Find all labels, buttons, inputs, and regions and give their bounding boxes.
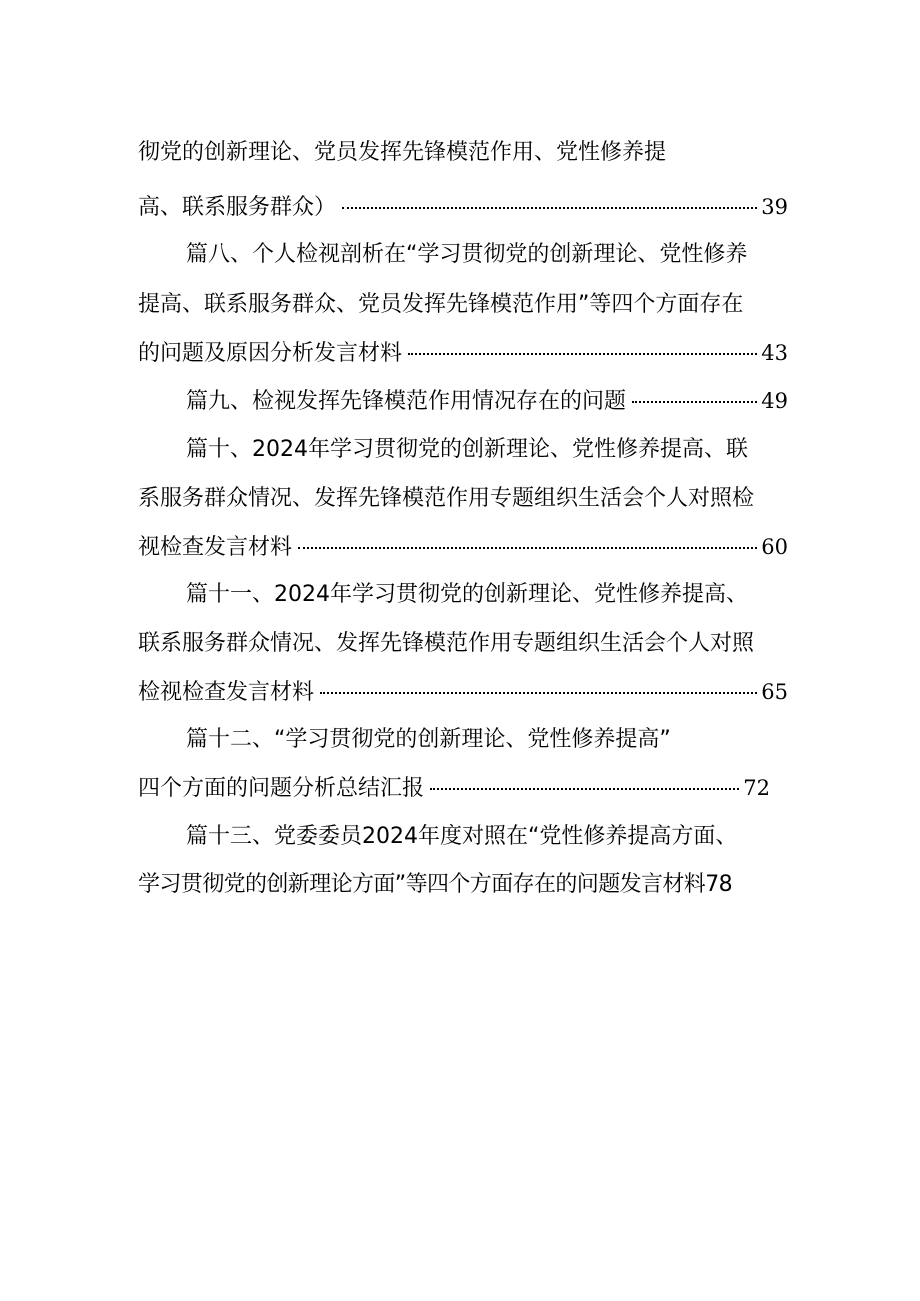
- toc-entry8-line1[interactable]: 篇八、个人检视剖析在“学习贯彻党的创新理论、党性修养: [186, 242, 748, 267]
- toc-entry7-page-number: 39: [761, 195, 788, 219]
- toc-entry8-title-end: 的问题及原因分析发言材料: [138, 341, 403, 366]
- toc-entry8-line2: 提高、联系服务群众、党员发挥先锋模范作用”等四个方面存在: [138, 292, 744, 317]
- toc-entry11-title-end: 检视检查发言材料: [138, 680, 315, 705]
- toc-entry9-page-number: 49: [761, 389, 788, 413]
- dot-leader: [342, 205, 757, 209]
- toc-entry11-line2: 联系服务群众情况、发挥先锋模范作用专题组织生活会个人对照: [138, 631, 755, 656]
- dot-leader: [298, 545, 757, 549]
- toc-entry10-title-end: 视检查发言材料: [138, 535, 293, 560]
- dot-leader: [632, 399, 757, 403]
- toc-entry9-title: 篇九、检视发挥先锋模范作用情况存在的问题: [186, 389, 627, 414]
- toc-entry7-line1: 彻党的创新理论、党员发挥先锋模范作用、党性修养提: [138, 140, 667, 165]
- dot-leader: [408, 351, 757, 355]
- toc-entry12-line2[interactable]: [138, 771, 770, 805]
- toc-entry10-line3[interactable]: [138, 530, 788, 564]
- toc-entry10-line2: 系服务群众情况、发挥先锋模范作用专题组织生活会个人对照检: [138, 486, 755, 511]
- toc-entry7-title-end: 高、联系服务群众）: [138, 195, 337, 220]
- toc-entry9[interactable]: [186, 384, 788, 418]
- toc-entry11-page-number: 65: [761, 680, 788, 704]
- toc-entry13-line1[interactable]: 篇十三、党委委员2024年度对照在“党性修养提高方面、: [186, 824, 738, 849]
- toc-entry8-line3[interactable]: [138, 336, 788, 370]
- toc-entry12-page-number: 72: [743, 776, 770, 800]
- dot-leader: [320, 690, 757, 694]
- toc-entry12-title-end: 四个方面的问题分析总结汇报: [138, 776, 425, 801]
- toc-entry12-line1[interactable]: 篇十二、“学习贯彻党的创新理论、党性修养提高”: [186, 727, 671, 752]
- toc-entry10-page-number: 60: [761, 535, 788, 559]
- toc-entry11-line3[interactable]: [138, 675, 788, 709]
- toc-entry11-line1[interactable]: 篇十一、2024年学习贯彻党的创新理论、党性修养提高、: [186, 582, 748, 607]
- toc-entry10-line1[interactable]: 篇十、2024年学习贯彻党的创新理论、党性修养提高、联: [186, 437, 748, 462]
- toc-entry7-line2[interactable]: [138, 190, 788, 224]
- toc-entry13-line2: 学习贯彻党的创新理论方面”等四个方面存在的问题发言材料78: [138, 872, 732, 897]
- toc-entry8-page-number: 43: [761, 341, 788, 365]
- dot-leader: [430, 786, 739, 790]
